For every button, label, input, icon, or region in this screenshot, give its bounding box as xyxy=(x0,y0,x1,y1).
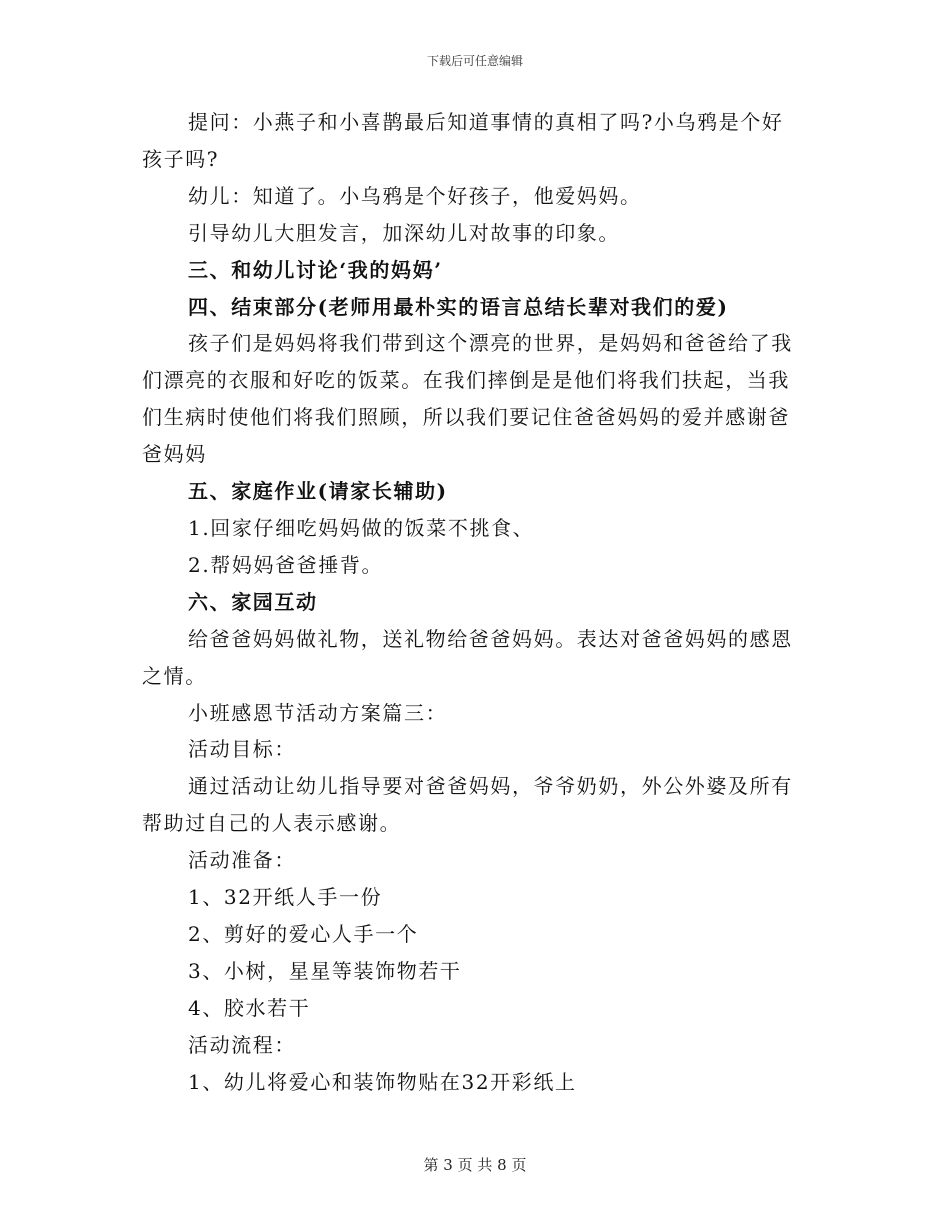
list-item: 2.帮妈妈爸爸捶背。 xyxy=(188,552,384,577)
section-heading: 六、家园互动 xyxy=(188,589,318,614)
paragraph: 活动流程： xyxy=(188,1032,296,1057)
paragraph: 引导幼儿大胆发言，加深幼儿对故事的印象。 xyxy=(188,220,620,245)
paragraph: 给爸爸妈妈做礼物，送礼物给爸爸妈妈。表达对爸爸妈妈的感恩之情。 xyxy=(142,626,793,688)
list-item: 1、32开纸人手一份 xyxy=(188,885,383,910)
list-item: 1.回家仔细吃妈妈做的饭菜不挑食、 xyxy=(188,515,535,540)
paragraph: 幼儿：知道了。小乌鸦是个好孩子，他爱妈妈。 xyxy=(188,183,642,208)
paragraph: 活动目标： xyxy=(188,737,296,762)
document-body xyxy=(142,104,804,1100)
paragraph: 小班感恩节活动方案篇三： xyxy=(188,700,448,725)
page-footer: 第 3 页 共 8 页 xyxy=(423,1156,527,1174)
list-item: 3、小树，星星等装饰物若干 xyxy=(188,958,462,983)
list-item: 1、幼儿将爱心和装饰物贴在32开彩纸上 xyxy=(188,1069,577,1094)
section-heading: 五、家庭作业(请家长辅助) xyxy=(188,479,448,504)
section-heading: 四、结束部分(老师用最朴实的语言总结长辈对我们的爱) xyxy=(188,294,729,319)
paragraph: 孩子们是妈妈将我们带到这个漂亮的世界，是妈妈和爸爸给了我们漂亮的衣服和好吃的饭菜。在我们摔倒是是他们将我们扶起，当我们生病时使他们将我们照顾，所以我们要记住爸爸妈妈的爱并感谢爸爸妈妈 xyxy=(142,331,793,467)
paragraph: 提问：小燕子和小喜鹊最后知道事情的真相了吗?小乌鸦是个好孩子吗? xyxy=(142,110,784,171)
paragraph: 活动准备： xyxy=(188,848,296,873)
page-header: 下载后可任意编辑 xyxy=(426,54,523,68)
paragraph: 通过活动让幼儿指导要对爸爸妈妈，爷爷奶奶，外公外婆及所有帮助过自己的人表示感谢。 xyxy=(142,774,793,836)
section-heading: 三、和幼儿讨论‘我的妈妈’ xyxy=(188,257,443,282)
list-item: 2、剪好的爱心人手一个 xyxy=(188,921,419,946)
list-item: 4、胶水若干 xyxy=(188,995,311,1020)
